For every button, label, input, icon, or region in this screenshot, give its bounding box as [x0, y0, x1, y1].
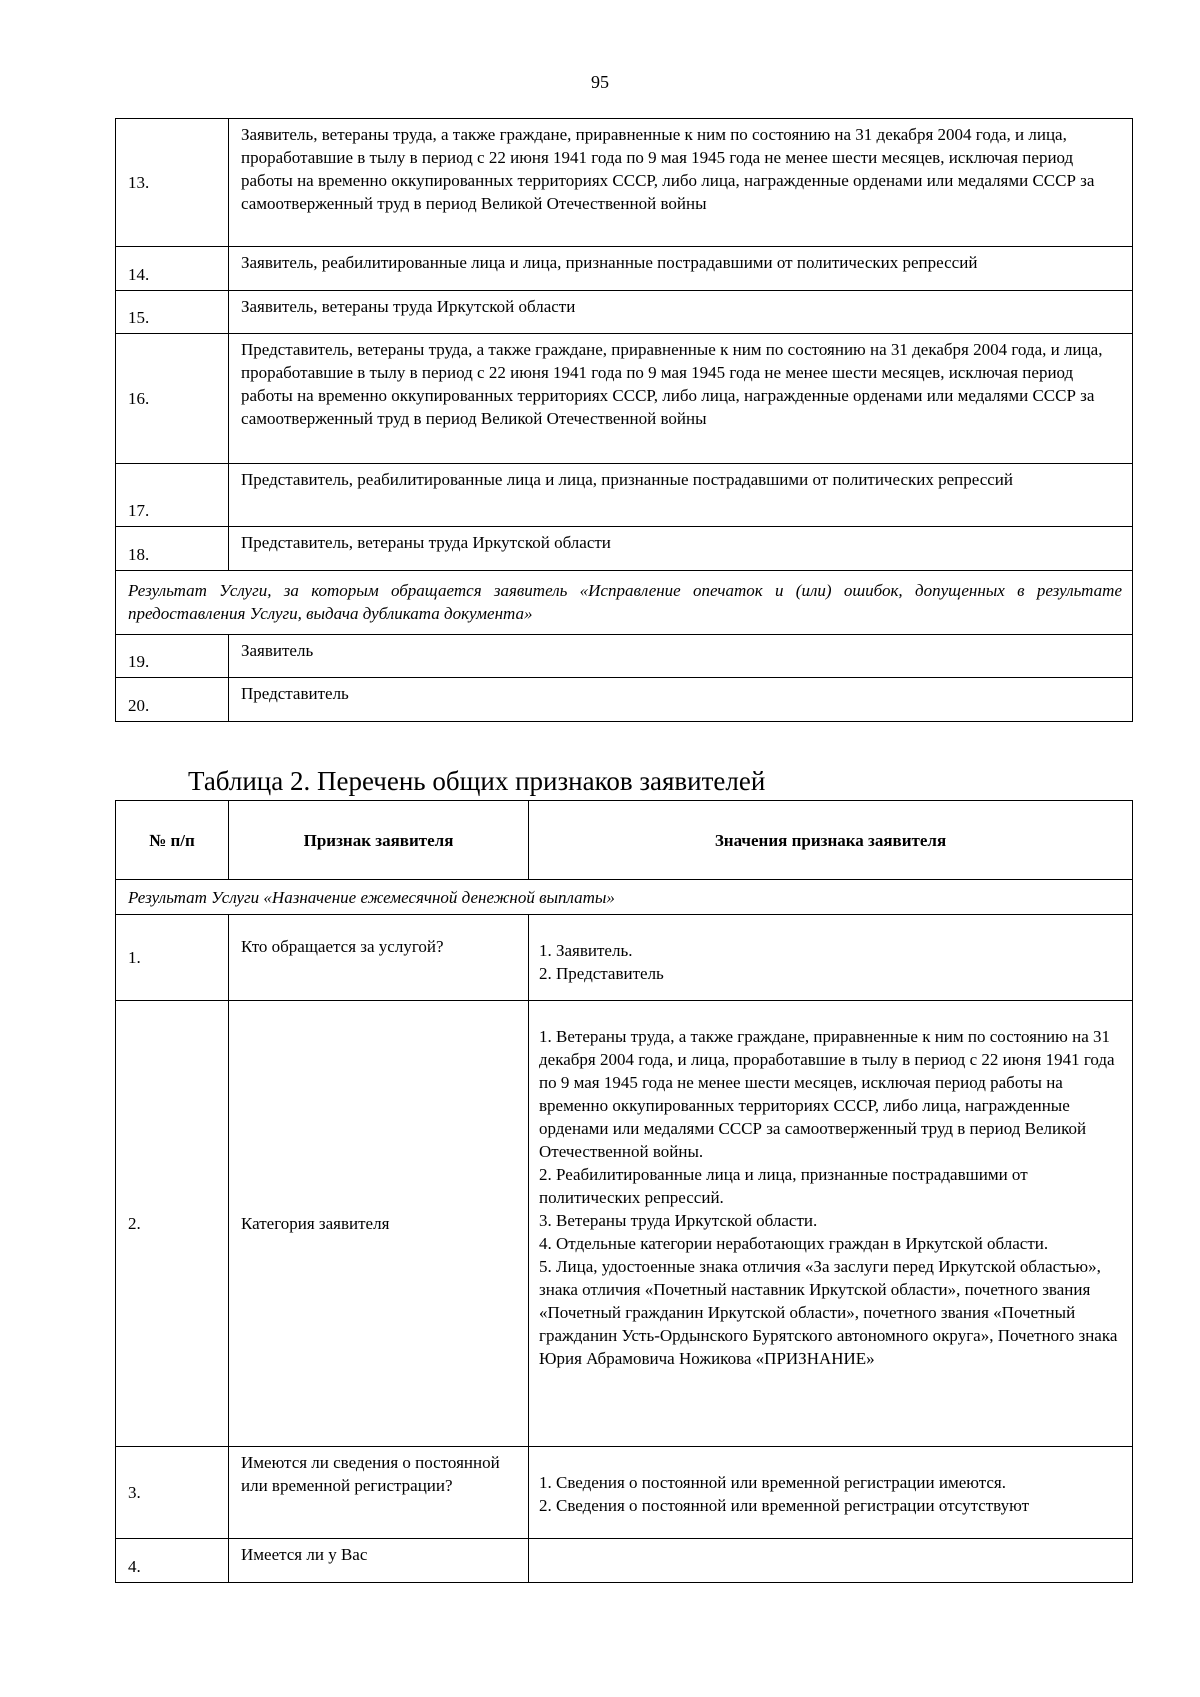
value-item: 1. Заявитель.	[539, 941, 633, 960]
value-item: 4. Отдельные категории неработающих граждан в Иркутской области.	[539, 1234, 1049, 1253]
table-row	[116, 527, 1133, 571]
value-item: 2. Сведения о постоянной или временной регистрации отсутствуют	[539, 1496, 1030, 1515]
value-item: 3. Ветераны труда Иркутской области.	[539, 1211, 818, 1230]
row-number: 20.	[116, 678, 229, 722]
row-text: Представитель	[229, 678, 1133, 722]
row-text: Заявитель, ветераны труда Иркутской области	[229, 291, 1133, 334]
value-item: 1. Ветераны труда, а также граждане, приравненные к ним по состоянию на 31 декабря 2004 года, и лица, проработавшие в тылу в период с 22 июня 1941 года по 9 мая 1945 года не менее шести месяцев, исключая период работы на временно оккупированных территориях СССР, либо лица, награжденные орденами или медалями СССР за самоотверженный труд в период Великой Отечественной войны.	[539, 1027, 1115, 1161]
table-row	[116, 635, 1133, 678]
row-text: Представитель, ветераны труда Иркутской области	[229, 527, 1133, 571]
values-cell	[529, 1447, 1133, 1539]
page-number: 95	[591, 72, 609, 92]
row-number: 16.	[116, 334, 229, 464]
header-feature: Признак заявителя	[229, 801, 529, 880]
value-item: 2. Представитель	[539, 964, 664, 983]
section-row	[116, 571, 1133, 635]
table-row	[116, 291, 1133, 334]
values-cell	[529, 1539, 1133, 1583]
row-number: 3.	[116, 1447, 229, 1539]
table-row	[116, 915, 1133, 1001]
value-item: 5. Лица, удостоенные знака отличия «За заслуги перед Иркутской областью», знака отличия «Почетный наставник Иркутской области», почетного звания «Почетный гражданин Иркутской области», почетного звания «Почетный гражданин Усть-Ордынского Бурятского автономного округа», Почетного знака Юрия Абрамовича Ножикова «ПРИЗНАНИЕ»	[539, 1257, 1118, 1368]
value-item: 1. Сведения о постоянной или временной регистрации имеются.	[539, 1473, 1006, 1492]
row-number: 2.	[116, 1001, 229, 1447]
row-text: Заявитель	[229, 635, 1133, 678]
header-num: № п/п	[116, 801, 229, 880]
feature-text: Кто обращается за услугой?	[229, 915, 529, 1001]
row-number: 13.	[116, 119, 229, 247]
feature-text: Категория заявителя	[229, 1001, 529, 1447]
section-result-text: Результат Услуги, за которым обращается заявитель «Исправление опечаток и (или) ошибок, допущенных в результате предоставления Услуги, выдача дубликата документа»	[116, 571, 1133, 635]
table-row	[116, 119, 1133, 247]
section-row	[116, 880, 1133, 915]
values-cell	[529, 1001, 1133, 1447]
feature-text: Имеется ли у Вас	[229, 1539, 529, 1583]
table-row	[116, 1447, 1133, 1539]
row-number: 19.	[116, 635, 229, 678]
row-number: 14.	[116, 247, 229, 291]
applicant-variants-table	[115, 118, 1133, 722]
table-row	[116, 464, 1133, 527]
header-row	[116, 801, 1133, 880]
row-text: Представитель, реабилитированные лица и лица, признанные пострадавшими от политических репрессий	[229, 464, 1133, 527]
header-values: Значения признака заявителя	[529, 801, 1133, 880]
table-row	[116, 678, 1133, 722]
row-number: 4.	[116, 1539, 229, 1583]
row-text: Заявитель, реабилитированные лица и лица, признанные пострадавшими от политических репрессий	[229, 247, 1133, 291]
values-cell	[529, 915, 1133, 1001]
row-number: 18.	[116, 527, 229, 571]
table-row	[116, 1539, 1133, 1583]
row-number: 15.	[116, 291, 229, 334]
table-row	[116, 1001, 1133, 1447]
section-result-text: Результат Услуги «Назначение ежемесячной денежной выплаты»	[116, 880, 1133, 915]
applicant-features-table	[115, 800, 1133, 1583]
row-number: 17.	[116, 464, 229, 527]
table-row	[116, 247, 1133, 291]
row-number: 1.	[116, 915, 229, 1001]
feature-text: Имеются ли сведения о постоянной или временной регистрации?	[229, 1447, 529, 1539]
value-item: 2. Реабилитированные лица и лица, признанные пострадавшими от политических репрессий.	[539, 1165, 1028, 1207]
table-row	[116, 334, 1133, 464]
row-text: Заявитель, ветераны труда, а также граждане, приравненные к ним по состоянию на 31 декабря 2004 года, и лица, проработавшие в тылу в период с 22 июня 1941 года по 9 мая 1945 года не менее шести месяцев, исключая период работы на временно оккупированных территориях СССР, либо лица, награжденные орденами или медалями СССР за самоотверженный труд в период Великой Отечественной войны	[229, 119, 1133, 247]
row-text: Представитель, ветераны труда, а также граждане, приравненные к ним по состоянию на 31 декабря 2004 года, и лица, проработавшие в тылу в период с 22 июня 1941 года по 9 мая 1945 года не менее шести месяцев, исключая период работы на временно оккупированных территориях СССР, либо лица, награжденные орденами или медалями СССР за самоотверженный труд в период Великой Отечественной войны	[229, 334, 1133, 464]
table2-title: Таблица 2. Перечень общих признаков заявителей	[188, 766, 766, 796]
